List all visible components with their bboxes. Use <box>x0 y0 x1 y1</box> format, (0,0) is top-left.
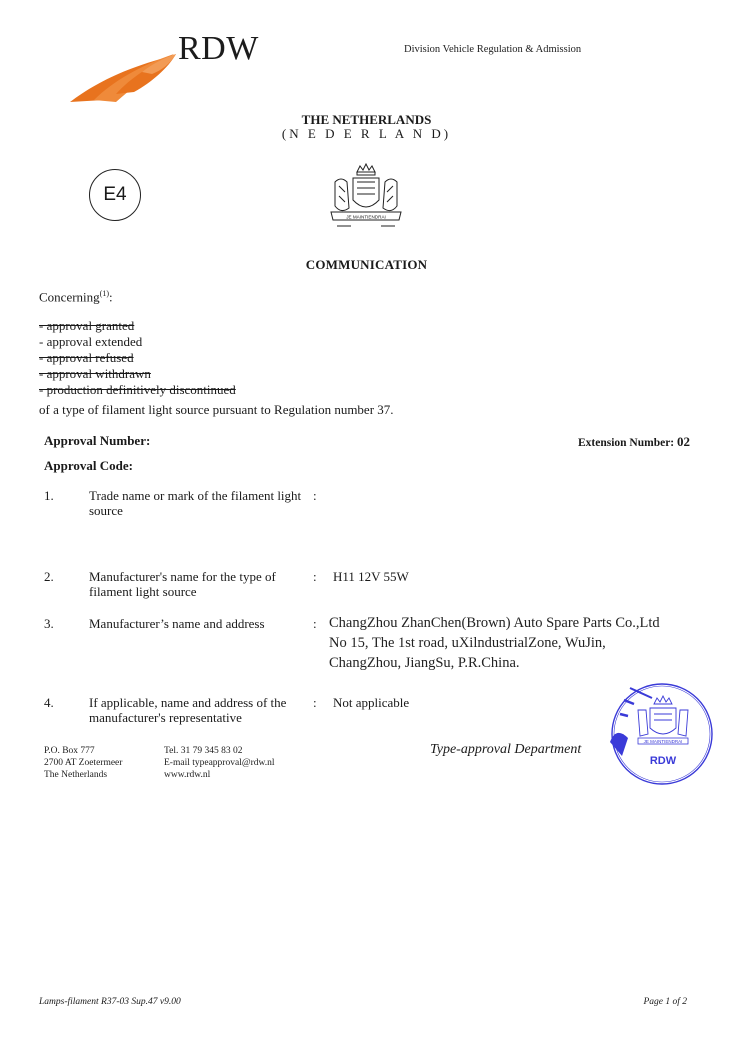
item-number: 4. <box>44 695 54 710</box>
postal-address: P.O. Box 777 2700 AT Zoetermeer The Netherlands <box>44 746 123 780</box>
official-stamp-icon <box>602 680 718 788</box>
regulation-statement: of a type of filament light source pursuant to Regulation number 37. <box>39 402 394 417</box>
item-label-trade-name: Trade name or mark of the filament light source <box>89 488 302 518</box>
brand-name: RDW <box>178 30 259 67</box>
department-name: Type-approval Department <box>430 742 582 757</box>
item-colon: : <box>313 569 317 584</box>
address-line: No 15, The 1st road, uXilndustrialZone, WuJin, <box>329 635 606 651</box>
concerning-label: Concerning$^{(1)}$: <box>39 289 113 305</box>
item-label-type-name: Manufacturer's name for the type of filament light source <box>89 569 276 599</box>
country-title: THE NETHERLANDS <box>301 112 432 127</box>
phone-number: Tel. 31 79 345 83 02 <box>164 746 243 756</box>
address-line: ChangZhou, JiangSu, P.R.China. <box>329 655 520 671</box>
item-label-representative: If applicable, name and address of the manufacturer's representative <box>89 695 287 725</box>
option-production-discontinued: - production definitively discontinued <box>39 382 236 397</box>
coat-of-arms-icon <box>327 162 405 232</box>
item-number: 2. <box>44 569 54 584</box>
document-title: COMMUNICATION <box>305 257 428 272</box>
item-colon: : <box>313 695 317 710</box>
item-number: 3. <box>44 616 54 631</box>
email-address: E-mail typeapproval@rdw.nl <box>164 758 275 768</box>
option-approval-withdrawn: - approval withdrawn <box>39 366 151 381</box>
option-approval-granted: - approval granted <box>39 318 135 333</box>
e-mark-icon: E4 <box>89 169 141 221</box>
website: www.rdw.nl <box>164 770 211 780</box>
manufacturer-address <box>329 613 689 673</box>
item-colon: : <box>313 616 317 631</box>
item-number: 1. <box>44 488 54 503</box>
approval-number-label: Approval Number: <box>44 433 151 448</box>
item-colon: : <box>313 488 317 503</box>
contact-info <box>164 745 275 781</box>
stamp-motto: JE MAINTIENDRAI <box>643 739 683 744</box>
division-name: Division Vehicle Regulation & Admission <box>404 44 582 55</box>
item-value-representative: Not applicable <box>333 695 410 710</box>
document-reference: Lamps-filament R37-03 Sup.47 v9.00 <box>39 997 181 1007</box>
address-line: ChangZhou ZhanChen(Brown) Auto Spare Parts Co.,Ltd <box>329 615 660 631</box>
item-label-manufacturer: Manufacturer’s name and address <box>89 616 265 631</box>
extension-number: Extension Number: 02 <box>577 434 690 449</box>
approval-code-label: Approval Code: <box>44 458 133 473</box>
country-native: (N E D E R L A N D) <box>281 126 452 141</box>
stamp-brand: RDW <box>649 755 677 767</box>
option-approval-extended: - approval extended <box>39 334 143 349</box>
option-approval-refused: - approval refused <box>39 350 134 365</box>
coat-motto: JE MAINTIENDRAI <box>346 214 386 220</box>
page-number: Page 1 of 2 <box>643 997 687 1007</box>
item-value-type-name: H11 12V 55W <box>333 569 409 584</box>
